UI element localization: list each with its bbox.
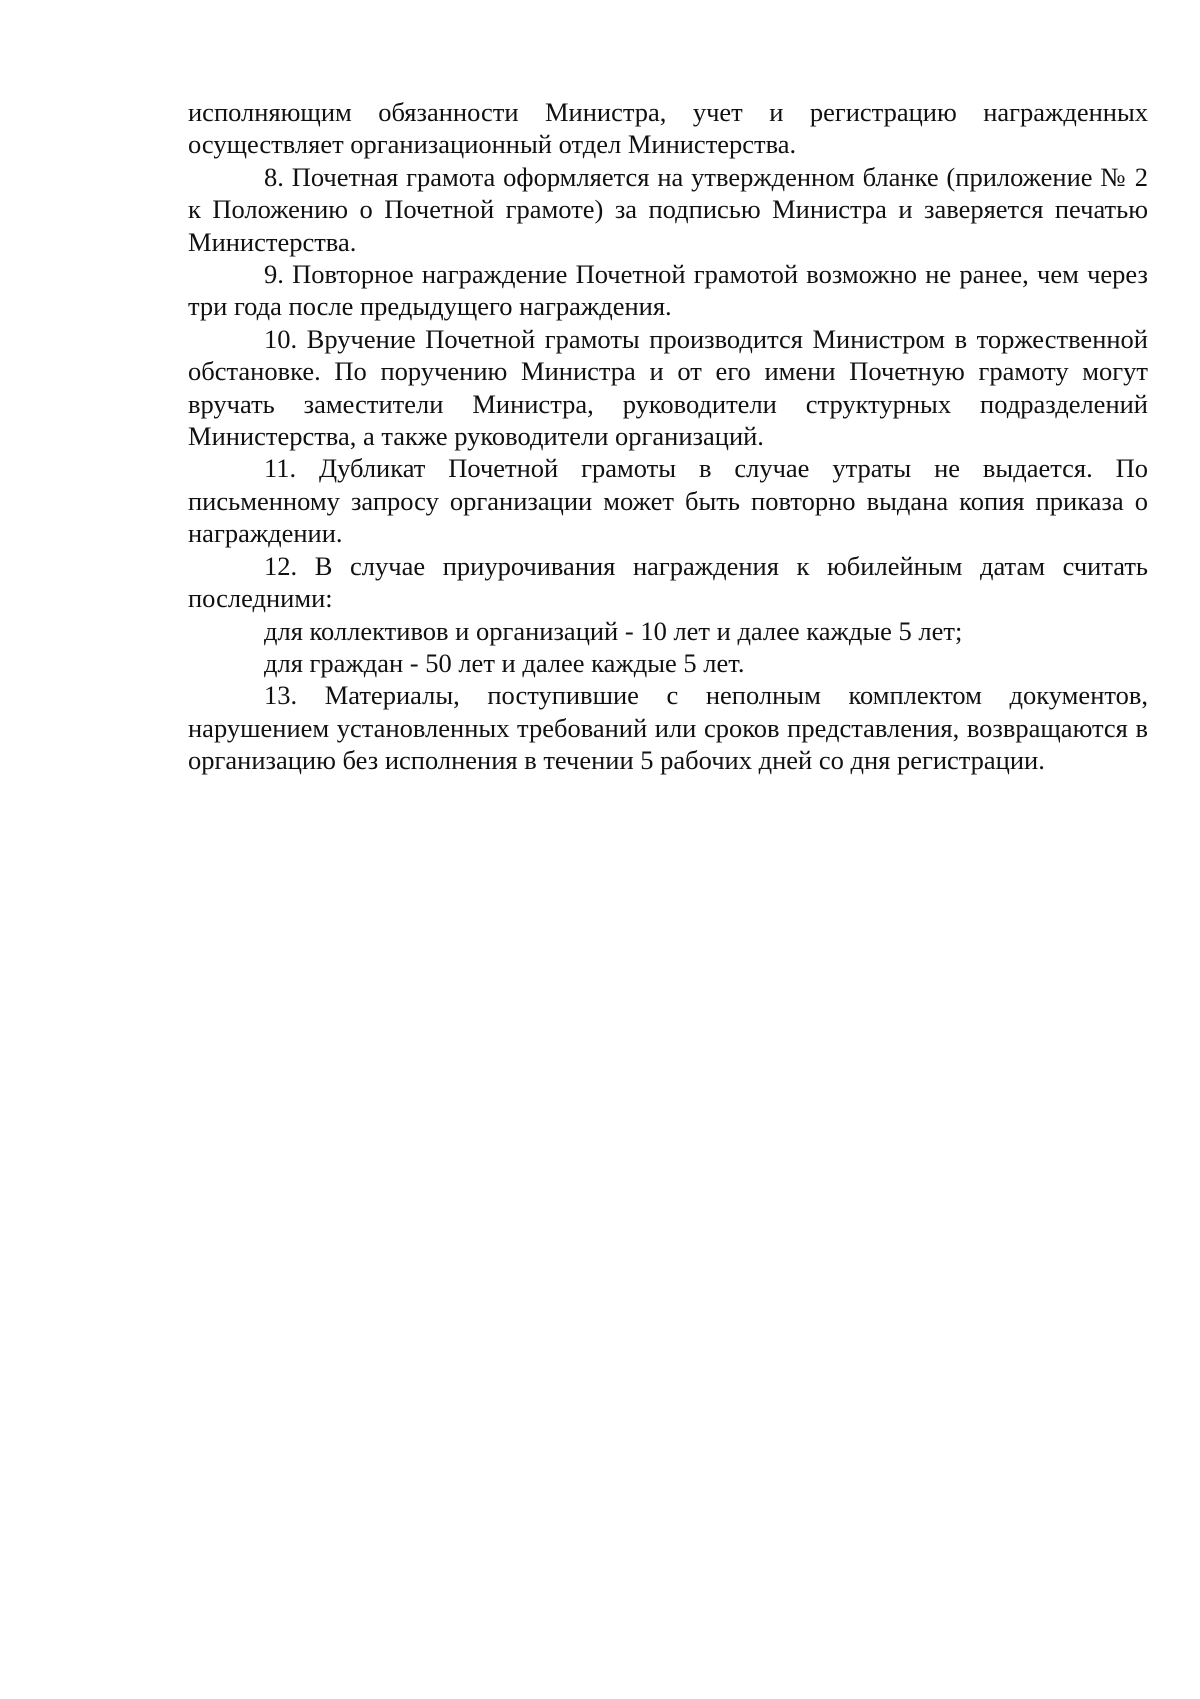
paragraph-9: 9. Повторное награждение Почетной грамотой возможно не ранее, чем через три года после предыдущего награждения.: [188, 259, 1148, 322]
paragraph-11: 11. Дубликат Почетной грамоты в случае утраты не выдается. По письменному запросу организации может быть повторно выдана копия приказа о награждении.: [188, 453, 1148, 549]
paragraph-12-item-organizations: для коллективов и организаций - 10 лет и далее каждые 5 лет;: [264, 615, 963, 646]
paragraph-13: 13. Материалы, поступившие с неполным комплектом документов, нарушением установленных требований или сроков представления, возвращаются в организацию без исполнения в течении 5 рабочих дней со дня регистрации.: [188, 680, 1148, 776]
document-body: [188, 96, 1148, 777]
paragraph-12: 12. В случае приурочивания награждения к юбилейным датам считать последними:: [188, 550, 1148, 614]
paragraph-10: 10. Вручение Почетной грамоты производится Министром в торжественной обстановке. По поручению Министра и от его имени Почетную грамоту могут вручать заместители Министра, руководители структурных подразделений Министерства, а также руководители организаций.: [188, 323, 1148, 452]
paragraph-8: 8. Почетная грамота оформляется на утвержденном бланке (приложение № 2 к Положению о Почетной грамоте) за подписью Министра и заверяется печатью Министерства.: [188, 161, 1148, 257]
paragraph-7-continuation: исполняющим обязанности Министра, учет и регистрацию награжденных осуществляет организационный отдел Министерства.: [188, 97, 1148, 160]
paragraph-12-item-citizens: для граждан - 50 лет и далее каждые 5 лет.: [264, 647, 745, 678]
